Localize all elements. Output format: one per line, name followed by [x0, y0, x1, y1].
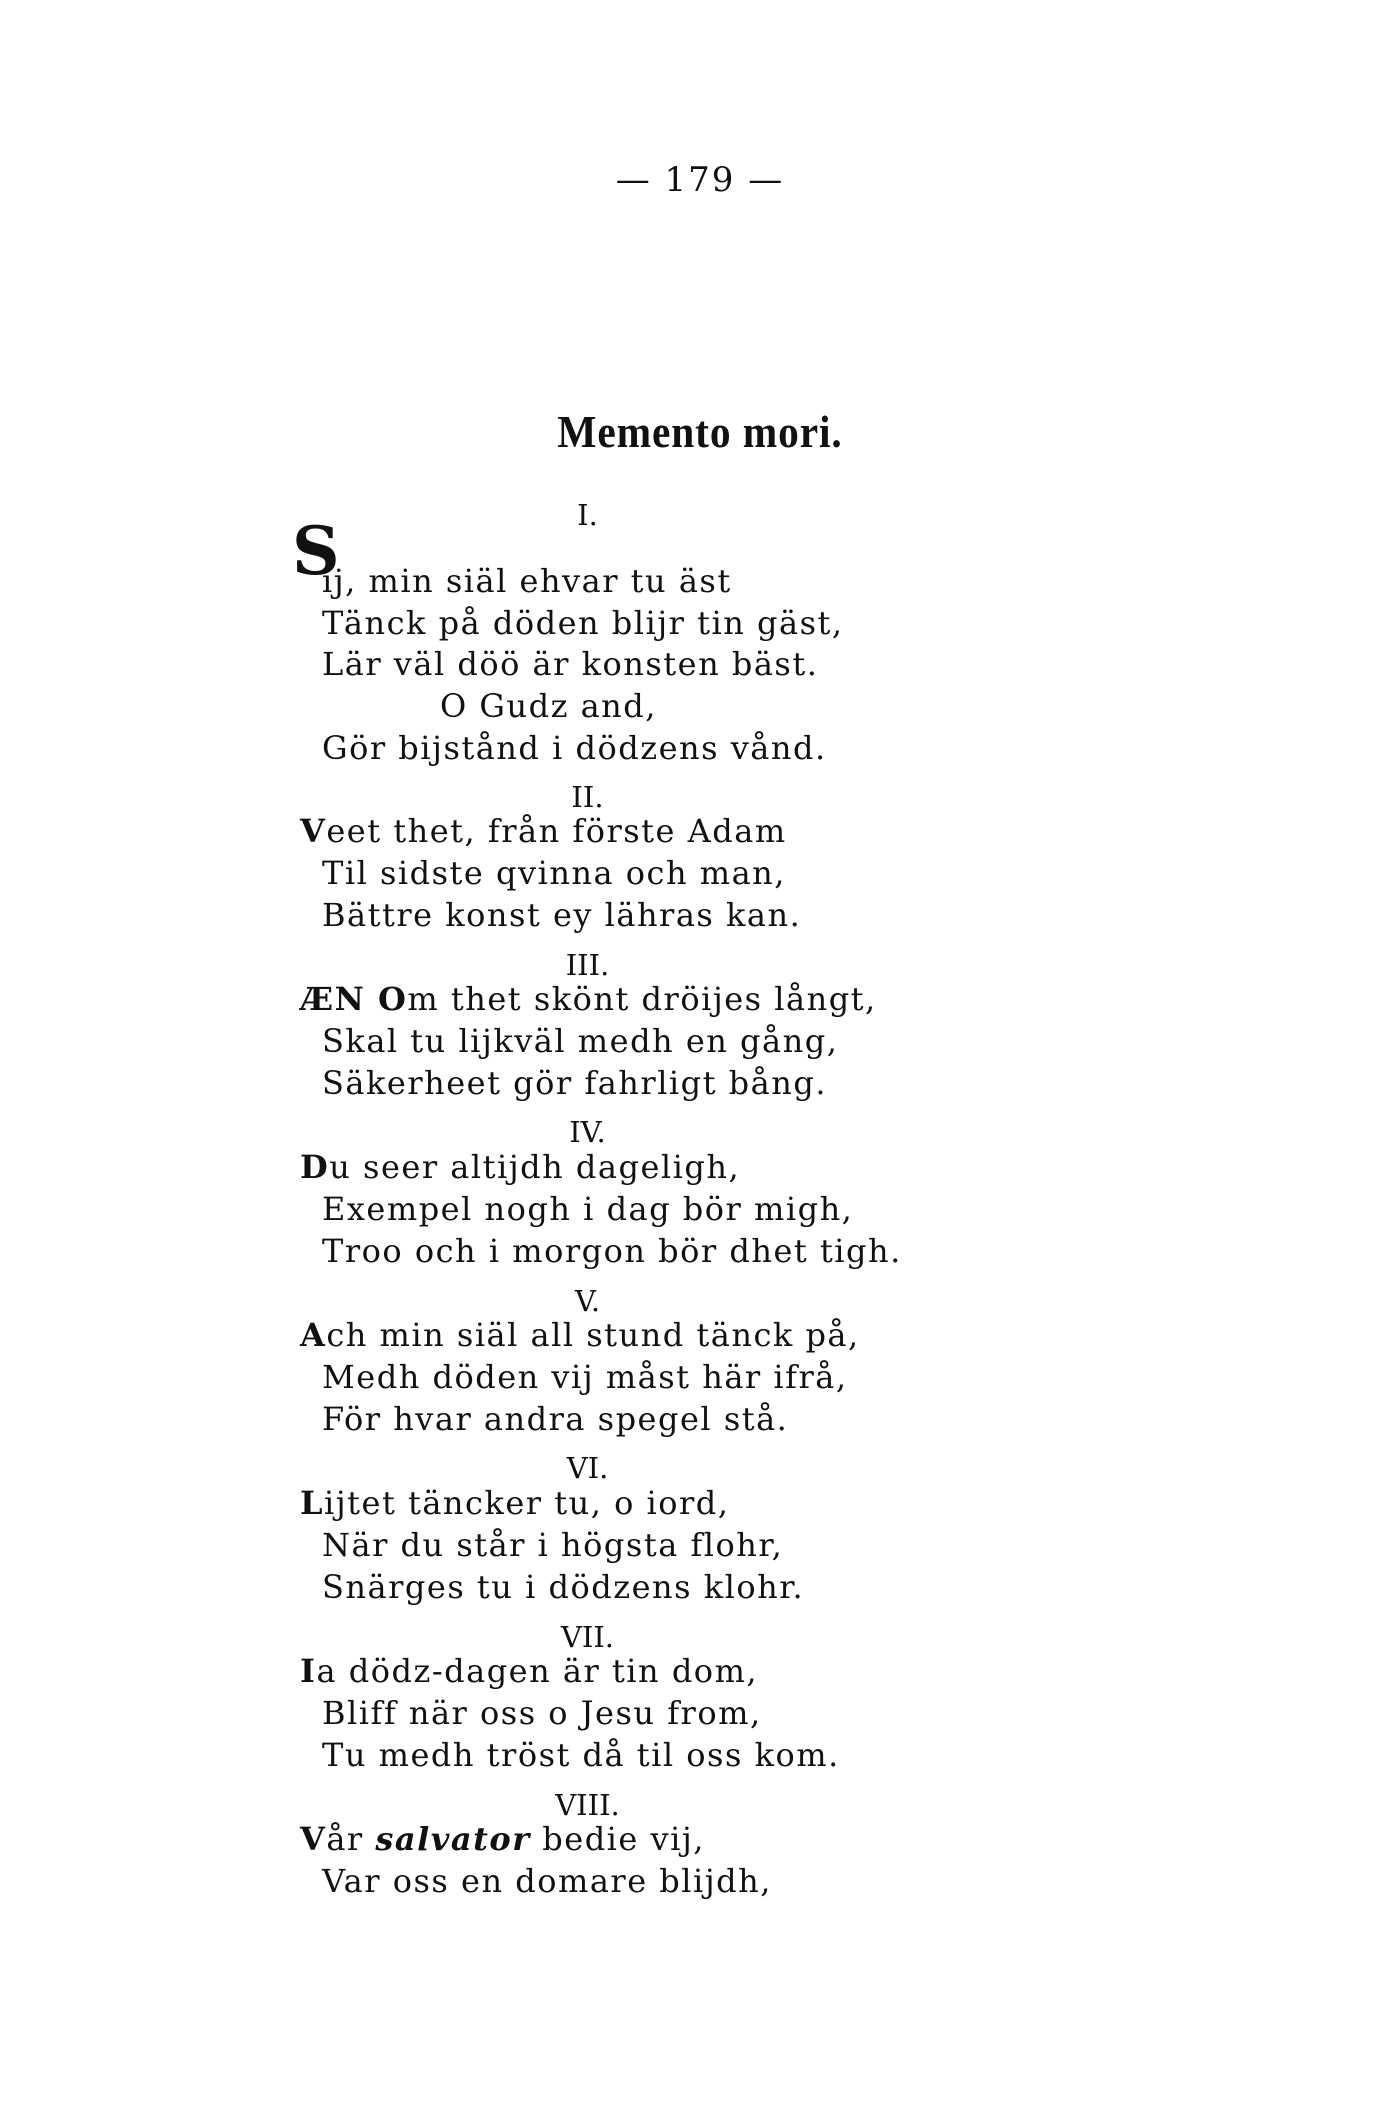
stanza-initial: V [300, 1820, 327, 1858]
stanza-number: VII. [560, 1620, 615, 1654]
verse-line [300, 980, 877, 1018]
verse-line: För hvar andra spegel stå. [322, 1400, 789, 1438]
verse-line [300, 1820, 705, 1858]
verse-text: år [326, 1820, 376, 1858]
verse-line: Tu medh tröst då til oss kom. [322, 1736, 840, 1774]
verse-text: u seer altijdh dageligh, [329, 1148, 741, 1186]
verse-text: ijtet täncker tu, o iord, [324, 1484, 730, 1522]
verse-line: Skal tu lijkväl medh en gång, [322, 1022, 839, 1060]
verse-line [300, 1484, 729, 1522]
verse-line: Var oss en domare blijdh, [322, 1862, 772, 1900]
verse-line: Lär väl döö är konsten bäst. [322, 645, 819, 683]
verse-line: Snärges tu i dödzens klohr. [322, 1568, 805, 1606]
stanza-initial: ÆN O [300, 980, 408, 1018]
verse-line [300, 1148, 740, 1186]
stanza-initial: L [300, 1484, 324, 1522]
poem-title: Memento mori. [557, 406, 843, 457]
stanza-initial: V [300, 812, 327, 850]
verse-line [300, 1316, 860, 1354]
verse-line: Tänck på döden blijr tin gäst, [322, 604, 844, 642]
verse-text: a dödz-dagen är tin dom, [316, 1652, 759, 1690]
verse-line: När du står i högsta flohr, [322, 1526, 784, 1564]
verse-line: Bliff när oss o Jesu from, [322, 1694, 762, 1732]
verse-line: O Gudz and, [440, 687, 657, 725]
verse-text: ch min siäl all stund tänck på, [326, 1316, 860, 1354]
verse-line: Gör bijstånd i dödzens vånd. [322, 729, 827, 767]
italic-word: salvator [375, 1820, 531, 1858]
verse-line: Til sidste qvinna och man, [322, 854, 786, 892]
stanza-initial: I [300, 1652, 317, 1690]
verse-line: Säkerheet gör fahrligt bång. [322, 1064, 827, 1102]
verse-line: ij, min siäl ehvar tu äst [322, 562, 732, 600]
stanza-number: II. [571, 780, 604, 814]
verse-line: Medh döden vij måst här ifrå, [322, 1358, 848, 1396]
verse-text: bedie vij, [530, 1820, 705, 1858]
stanza-number: IV. [569, 1115, 606, 1149]
verse-line: Troo och i morgon bör dhet tigh. [322, 1232, 902, 1270]
drop-cap: S [292, 512, 340, 590]
stanza-number: I. [577, 498, 598, 532]
stanza-number: V. [574, 1284, 601, 1318]
verse-text: eet thet, från förste Adam [326, 812, 787, 850]
stanza-initial: A [300, 1316, 327, 1354]
stanza-number: VIII. [555, 1788, 620, 1822]
verse-line [300, 812, 787, 850]
verse-text: m thet skönt dröijes långt, [407, 980, 877, 1018]
verse-line [300, 1652, 758, 1690]
stanza-number: III. [565, 948, 610, 982]
page-number: — 179 — [615, 160, 785, 200]
stanza-initial: D [300, 1148, 330, 1186]
verse-line: Bättre konst ey lähras kan. [322, 896, 802, 934]
stanza-number: VI. [566, 1451, 609, 1485]
verse-line: Exempel nogh i dag bör migh, [322, 1190, 854, 1228]
